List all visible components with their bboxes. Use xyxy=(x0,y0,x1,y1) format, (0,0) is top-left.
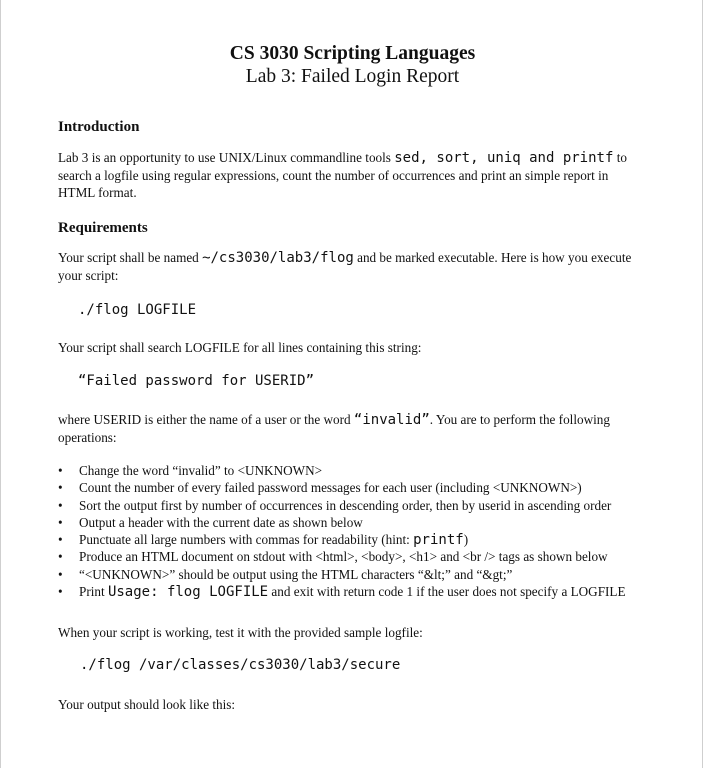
list-item-text: Produce an HTML document on stdout with <html>, <body>, <h1> and <br /> tags as shown below xyxy=(79,549,608,565)
list-item-text: Output a header with the current date as shown below xyxy=(79,514,363,530)
intro-text-after: to search a logfile using regular expressions, count the number of occurrences and print an simple report in HTML format. xyxy=(58,150,627,200)
requirements-paragraph-2: Your script shall search LOGFILE for all lines containing this string: xyxy=(58,340,422,355)
req-p1-after: and be marked executable. Here is how you execute your script: xyxy=(58,250,632,283)
requirements-paragraph-5: Your output should look like this: xyxy=(58,697,236,712)
requirements-heading: Requirements xyxy=(58,220,148,236)
requirements-paragraph-4: When your script is working, test it with the provided sample logfile: xyxy=(58,625,423,640)
usage-message-code: Usage: flog LOGFILE xyxy=(107,584,269,601)
requirements-paragraph-1 xyxy=(58,249,648,284)
list-item-text: “<UNKNOWN>” should be output using the HTML characters “&lt;” and “&gt;” xyxy=(79,566,513,582)
req-p3-after: . You are to perform the following operations: xyxy=(58,412,610,445)
list-item-text-end: ) xyxy=(463,532,469,548)
intro-text-before: Lab 3 is an opportunity to use UNIX/Linux commandline tools xyxy=(58,150,395,165)
intro-tools-code: sed, sort, uniq and printf xyxy=(394,150,614,166)
list-item-text: Sort the output first by number of occurrences in descending order, then by userid in ascending order xyxy=(79,497,612,513)
list-item xyxy=(58,566,688,583)
document-subtitle: Lab 3: Failed Login Report xyxy=(245,66,460,87)
requirements-paragraph-3 xyxy=(58,411,648,446)
list-item xyxy=(58,548,688,565)
list-item-text: Punctuate all large numbers with commas for readability (hint: xyxy=(79,532,414,548)
list-item-text-end: and exit with return code 1 if the user does not specify a LOGFILE xyxy=(268,584,626,600)
test-command-code: ./flog /var/classes/cs3030/lab3/secure xyxy=(80,657,401,673)
list-item-text: Change the word “invalid” to <UNKNOWN> xyxy=(79,463,323,478)
invalid-word-code: “invalid” xyxy=(353,412,430,428)
search-string-code: “Failed password for USERID” xyxy=(78,373,315,389)
list-item xyxy=(58,479,688,496)
req-p3-before: where USERID is either the name of a user or the word xyxy=(58,412,354,427)
list-item xyxy=(58,462,688,479)
list-item xyxy=(58,497,688,514)
operations-list xyxy=(58,462,688,600)
usage-code-block: ./flog LOGFILE xyxy=(78,302,197,318)
introduction-heading: Introduction xyxy=(58,119,140,135)
list-item xyxy=(58,514,688,531)
list-item xyxy=(58,531,688,548)
req-p1-before: Your script shall be named xyxy=(58,250,203,265)
printf-code: printf xyxy=(413,532,464,549)
list-item-text: Count the number of every failed password messages for each user (including <UNKNOWN>) xyxy=(79,480,582,496)
document-title: CS 3030 Scripting Languages xyxy=(229,43,476,64)
list-item xyxy=(58,583,688,600)
list-item-text: Print xyxy=(79,584,108,600)
introduction-paragraph xyxy=(58,149,648,201)
script-path-code: ~/cs3030/lab3/flog xyxy=(202,250,354,266)
